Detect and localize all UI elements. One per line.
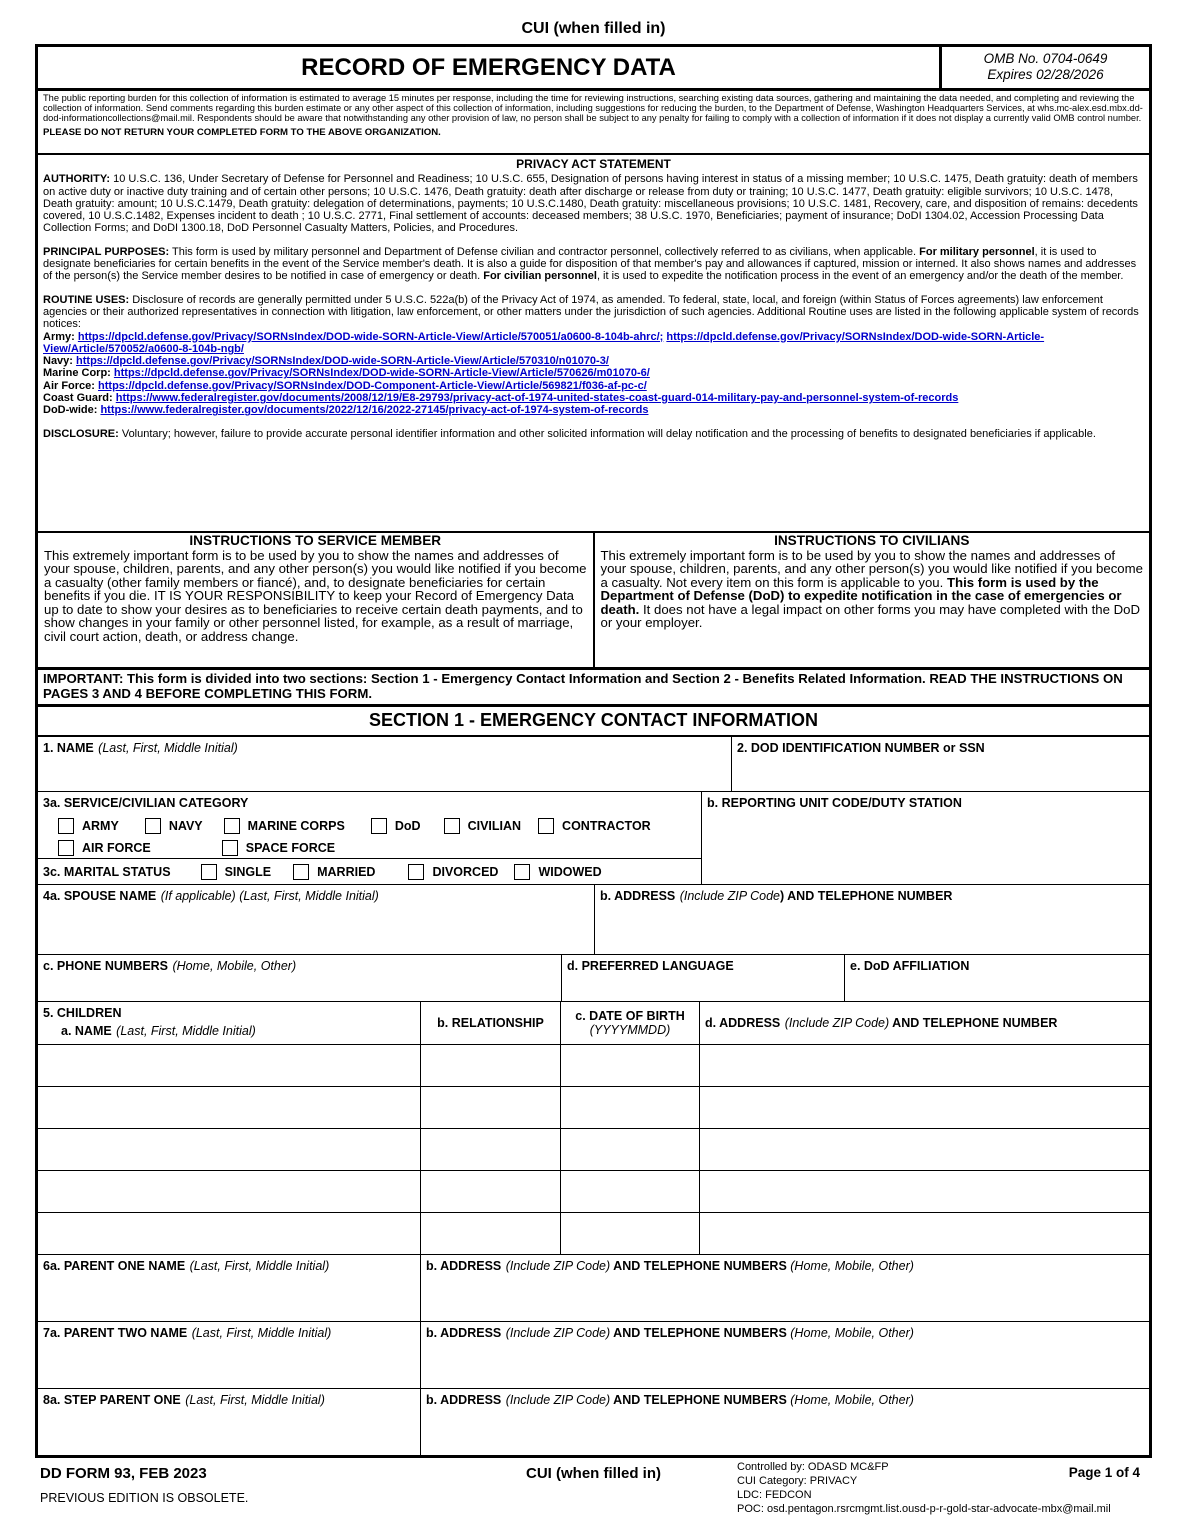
sorn-airforce-link[interactable]: https://dpcld.defense.gov/Privacy/SORNsIndex/DOD-Component-Article-View/Article/569821/f036-af-pc-c/ bbox=[98, 379, 647, 392]
child-dob-field[interactable] bbox=[560, 1213, 699, 1254]
dod-id-field[interactable] bbox=[731, 737, 1149, 791]
parent-one-address-label: b. ADDRESS bbox=[426, 1259, 502, 1274]
title-row bbox=[38, 47, 1149, 91]
disclosure-label: DISCLOSURE: bbox=[43, 427, 119, 440]
children-dob-label: c. DATE OF BIRTH bbox=[575, 1009, 685, 1024]
instructions-civilians-text: This extremely important form is to be used by you to show the names and addresses of your spouse, children, parents, and any other person(s) you would like notified if you become a casualty. Not every item on this form is applicable to you. bbox=[600, 547, 1143, 590]
page-footer bbox=[35, 1458, 1152, 1528]
step-parent-one-address-hint-2: (Home, Mobile, Other) bbox=[790, 1393, 914, 1408]
child-dob-field[interactable] bbox=[560, 1045, 699, 1086]
category-label-civilian: CIVILIAN bbox=[467, 819, 522, 834]
category-option-air-force[interactable] bbox=[58, 840, 151, 856]
category-option-marine-corps[interactable] bbox=[224, 818, 345, 834]
spouse-address-hint: (Include ZIP Code bbox=[679, 889, 780, 904]
sorn-dodwide-link[interactable]: https://www.federalregister.gov/documents/2022/12/16/2022-27145/privacy-act-of-1974-system-of-records bbox=[100, 404, 649, 417]
sorn-army-link-2[interactable]: https://dpcld.defense.gov/Privacy/SORNsIndex/DOD-wide-SORN-Article-View/Article/570052/a0600-8-104b-ngb/ bbox=[43, 330, 1045, 355]
previous-edition-note: PREVIOUS EDITION IS OBSOLETE. bbox=[40, 1491, 249, 1506]
service-category-label: 3a. SERVICE/CIVILIAN CATEGORY bbox=[43, 796, 249, 811]
sorn-marine-line bbox=[43, 367, 1144, 379]
burden-text: The public reporting burden for this collection of information is estimated to average 15 minutes per response, including the time for reviewing instructions, searching existing data sources, gathering and maintaining the data needed, and completing and reviewing the collection of information. Send comments regarding this burden estimate or any other aspect of this collection of information, including suggestions for reducing the burden, to the Department of Defense, Washington Headquarters Services, at whs.mc-alex.esd.mbx.dd-dod-informationcollections@mail.mil. Respondents should be aware that notwithstanding any other provision of law, no person shall be subject to any penalty for failing to comply with a collection of information if it does not display a currently valid OMB control number. bbox=[43, 93, 1143, 123]
spouse-name-hint: (If applicable) (Last, First, Middle Initial) bbox=[160, 889, 379, 904]
marital-label-single: SINGLE bbox=[224, 864, 272, 879]
category-row-2 bbox=[43, 840, 696, 856]
child-name-field[interactable] bbox=[38, 1171, 420, 1212]
category-option-space-force[interactable] bbox=[222, 840, 335, 856]
sorn-army-line bbox=[43, 331, 1144, 356]
checkbox-army-icon[interactable] bbox=[58, 818, 74, 834]
category-option-dod[interactable] bbox=[371, 818, 421, 834]
parent-one-address-hint: (Include ZIP Code) bbox=[505, 1259, 611, 1274]
dod-affiliation-field[interactable] bbox=[844, 955, 1149, 1001]
spouse-name-field[interactable] bbox=[38, 885, 594, 954]
sorn-dodwide-line bbox=[43, 404, 1144, 416]
children-row-1 bbox=[38, 1044, 1149, 1086]
children-name-hint: (Last, First, Middle Initial) bbox=[116, 1024, 256, 1039]
instructions-civilians-text-2: It does not have a legal impact on other forms you may have completed with the DoD or your employer. bbox=[600, 601, 1140, 630]
step-parent-one-name-label: 8a. STEP PARENT ONE bbox=[43, 1393, 181, 1408]
authority-label: AUTHORITY: bbox=[43, 173, 111, 186]
child-relationship-field[interactable] bbox=[420, 1087, 560, 1128]
privacy-act-header: PRIVACY ACT STATEMENT bbox=[516, 157, 671, 171]
spouse-address-suffix: ) AND TELEPHONE NUMBER bbox=[779, 889, 953, 904]
name-label: 1. NAME bbox=[43, 741, 94, 756]
step-parent-one-address-field[interactable] bbox=[420, 1389, 1149, 1455]
sorn-army-label: Army: bbox=[43, 330, 75, 343]
category-label-contractor: CONTRACTOR bbox=[562, 819, 651, 834]
page-number: Page 1 of 4 bbox=[1068, 1465, 1140, 1481]
spouse-address-label: b. ADDRESS bbox=[600, 889, 676, 904]
phone-numbers-label: c. PHONE NUMBERS bbox=[43, 959, 169, 974]
category-option-navy[interactable] bbox=[145, 818, 203, 834]
instructions-civilians-bold: This form is used by the Department of Defense (DoD) to expedite notification in the case of emergencies or death. bbox=[600, 574, 1122, 617]
section1-header: SECTION 1 - EMERGENCY CONTACT INFORMATION bbox=[38, 707, 1149, 737]
step-parent-one-name-field[interactable] bbox=[38, 1389, 420, 1455]
sorn-navy-line bbox=[43, 355, 1144, 367]
row-category-reporting bbox=[38, 791, 1149, 884]
checkbox-air-force-icon[interactable] bbox=[58, 840, 74, 856]
category-label-dod: DoD bbox=[394, 819, 421, 834]
important-notice: IMPORTANT: This form is divided into two sections: Section 1 - Emergency Contact Information and Section 2 - Benefits Related Information. READ THE INSTRUCTIONS ON PAGES 3 AND 4 BEFORE COMPLETING THIS FORM. bbox=[38, 670, 1149, 707]
instructions-service-member bbox=[38, 533, 593, 667]
parent-two-address-field[interactable] bbox=[420, 1322, 1149, 1388]
name-field[interactable] bbox=[38, 737, 731, 791]
dd93-form bbox=[35, 44, 1152, 1458]
parent-one-name-label: 6a. PARENT ONE NAME bbox=[43, 1259, 186, 1274]
marital-label-divorced: DIVORCED bbox=[432, 864, 499, 879]
category-label-navy: NAVY bbox=[168, 819, 203, 834]
instructions-row bbox=[38, 533, 1149, 670]
child-address-field[interactable] bbox=[699, 1213, 1149, 1254]
step-parent-one-address-label: b. ADDRESS bbox=[426, 1393, 502, 1408]
instructions-civilians-title: INSTRUCTIONS TO CIVILIANS bbox=[774, 533, 970, 548]
parent-two-address-label: b. ADDRESS bbox=[426, 1326, 502, 1341]
phone-numbers-hint: (Home, Mobile, Other) bbox=[172, 959, 297, 974]
privacy-act-statement bbox=[38, 155, 1149, 533]
parent-one-address-field[interactable] bbox=[420, 1255, 1149, 1321]
checkbox-divorced-icon[interactable] bbox=[408, 864, 424, 880]
service-category-area bbox=[38, 792, 701, 858]
sorn-army-link-1[interactable]: https://dpcld.defense.gov/Privacy/SORNsIndex/DOD-wide-SORN-Article-View/Article/570051/a0600-8-104b-ahrc/; bbox=[77, 330, 664, 343]
controlled-by: Controlled by: ODASD MC&FP bbox=[737, 1461, 889, 1474]
checkbox-civilian-icon[interactable] bbox=[444, 818, 460, 834]
parent-two-name-hint: (Last, First, Middle Initial) bbox=[191, 1326, 332, 1341]
step-parent-one-address-mid: AND TELEPHONE NUMBERS bbox=[610, 1393, 791, 1408]
children-label: 5. CHILDREN bbox=[43, 1006, 122, 1021]
marital-option-single[interactable] bbox=[201, 864, 272, 880]
sorn-airforce-line bbox=[43, 380, 1144, 392]
sorn-navy-link[interactable]: https://dpcld.defense.gov/Privacy/SORNsIndex/DOD-wide-SORN-Article-View/Article/570310/n01070-3/ bbox=[76, 355, 609, 368]
children-address-label: d. ADDRESS bbox=[705, 1016, 781, 1031]
child-name-field[interactable] bbox=[38, 1087, 420, 1128]
parent-two-address-mid: AND TELEPHONE NUMBERS bbox=[610, 1326, 791, 1341]
children-name-label: a. NAME bbox=[61, 1024, 112, 1039]
parent-two-name-field[interactable] bbox=[38, 1322, 420, 1388]
child-address-field[interactable] bbox=[699, 1087, 1149, 1128]
sorn-coastguard-line bbox=[43, 392, 1144, 404]
purposes-paragraph bbox=[43, 246, 1144, 283]
spouse-address-field[interactable] bbox=[594, 885, 1149, 954]
parent-two-address-hint: (Include ZIP Code) bbox=[505, 1326, 611, 1341]
preferred-language-field[interactable] bbox=[561, 955, 844, 1001]
cui-banner-bottom: CUI (when filled in) bbox=[526, 1465, 661, 1483]
name-hint: (Last, First, Middle Initial) bbox=[98, 741, 238, 756]
routine-uses-label: ROUTINE USES: bbox=[43, 293, 130, 306]
child-address-field[interactable] bbox=[699, 1045, 1149, 1086]
child-relationship-field[interactable] bbox=[420, 1171, 560, 1212]
dod-id-label: 2. DOD IDENTIFICATION NUMBER or SSN bbox=[737, 741, 985, 756]
checkbox-dod-icon[interactable] bbox=[371, 818, 387, 834]
routine-uses-text: Disclosure of records are generally permitted under 5 U.S.C. 522a(b) of the Privacy Act of 1974, as amended. To federal, state, local, and foreign (within Status of Forces agreements) law enforcement agencies or their authorized representatives in connection with litigation, law enforcement, or other matters under the jurisdiction of such agencies. Additional Routine uses are listed in the following applicable system of records notices: bbox=[43, 293, 1139, 331]
marital-option-divorced[interactable] bbox=[408, 864, 498, 880]
category-row-1 bbox=[43, 818, 696, 834]
checkbox-navy-icon[interactable] bbox=[145, 818, 161, 834]
sorn-marine-link[interactable]: https://dpcld.defense.gov/Privacy/SORNsIndex/DOD-wide-SORN-Article-View/Article/570626/m01070-6/ bbox=[113, 367, 650, 380]
child-relationship-field[interactable] bbox=[420, 1045, 560, 1086]
parent-one-name-field[interactable] bbox=[38, 1255, 420, 1321]
purposes-text: This form is used by military personnel and Department of Defense civilian and contractor personnel, collectively referred to as civilians, when applicable. bbox=[169, 245, 920, 258]
phone-numbers-field[interactable] bbox=[38, 955, 561, 1001]
purposes-bold-civilian: For civilian personnel bbox=[483, 270, 597, 283]
child-name-field[interactable] bbox=[38, 1129, 420, 1170]
parent-one-address-hint-2: (Home, Mobile, Other) bbox=[790, 1259, 914, 1274]
children-dob-header bbox=[560, 1002, 699, 1044]
preferred-language-label: d. PREFERRED LANGUAGE bbox=[567, 959, 734, 974]
sorn-dodwide-label: DoD-wide: bbox=[43, 404, 98, 417]
children-row-2 bbox=[38, 1086, 1149, 1128]
marital-status-label: 3c. MARITAL STATUS bbox=[43, 864, 171, 879]
checkbox-married-icon[interactable] bbox=[293, 864, 309, 880]
child-address-field[interactable] bbox=[699, 1129, 1149, 1170]
sorn-coastguard-label: Coast Guard: bbox=[43, 392, 113, 405]
form-id: DD FORM 93, FEB 2023 bbox=[40, 1465, 207, 1483]
children-relationship-label: b. RELATIONSHIP bbox=[437, 1016, 544, 1031]
row-spouse bbox=[38, 884, 1149, 954]
reporting-unit-field[interactable] bbox=[701, 792, 1149, 884]
step-parent-one-name-hint: (Last, First, Middle Initial) bbox=[185, 1393, 325, 1408]
row-parent-two bbox=[38, 1321, 1149, 1388]
checkbox-space-force-icon[interactable] bbox=[222, 840, 238, 856]
checkbox-single-icon[interactable] bbox=[201, 864, 217, 880]
disclosure-paragraph bbox=[43, 428, 1144, 440]
category-label-army: ARMY bbox=[82, 819, 119, 834]
category-option-army[interactable] bbox=[58, 818, 119, 834]
dod-affiliation-label: e. DoD AFFILIATION bbox=[850, 959, 970, 974]
category-option-contractor[interactable] bbox=[538, 818, 651, 834]
poc-email: POC: osd.pentagon.rsrcmgmt.list.ousd-p-r-gold-star-advocate-mbx@mail.mil bbox=[737, 1502, 1111, 1515]
child-address-field[interactable] bbox=[699, 1171, 1149, 1212]
sorn-coastguard-link[interactable]: https://www.federalregister.gov/documents/2008/12/19/E8-29793/privacy-act-of-1974-united-states-coast-guard-014-military-pay-and-personnel-system-of-records bbox=[115, 392, 959, 405]
category-label-air-force: AIR FORCE bbox=[82, 841, 151, 856]
checkbox-marine-corps-icon[interactable] bbox=[224, 818, 240, 834]
child-name-field[interactable] bbox=[38, 1045, 420, 1086]
parent-one-name-hint: (Last, First, Middle Initial) bbox=[189, 1259, 330, 1274]
child-dob-field[interactable] bbox=[560, 1129, 699, 1170]
omb-box bbox=[939, 47, 1149, 88]
row-phone-language-affiliation bbox=[38, 954, 1149, 1001]
instructions-service-text: This extremely important form is to be used by you to show the names and addresses of your spouse, children, parents, and any other person(s) you would like notified if you become a casualty (other family members or fiancé), and, to designate beneficiaries for certain benefits if you die. IT IS YOUR RESPONSIBILITY to keep your Record of Emergency Data up to date to show your desires as to beneficiaries to receive certain death payments, and to show changes in your family or other personnel listed, for example, as a result of marriage, civil court action, death, or address change. bbox=[44, 547, 587, 644]
form-title: RECORD OF EMERGENCY DATA bbox=[301, 54, 676, 81]
children-row-5 bbox=[38, 1212, 1149, 1254]
instructions-service-title: INSTRUCTIONS TO SERVICE MEMBER bbox=[189, 533, 442, 548]
marital-option-married[interactable] bbox=[293, 864, 375, 880]
sorn-marine-label: Marine Corp: bbox=[43, 367, 111, 380]
parent-one-address-mid: AND TELEPHONE NUMBERS bbox=[610, 1259, 791, 1274]
cui-banner-top: CUI (when filled in) bbox=[521, 20, 666, 37]
parent-two-name-label: 7a. PARENT TWO NAME bbox=[43, 1326, 188, 1341]
child-dob-field[interactable] bbox=[560, 1087, 699, 1128]
category-option-civilian[interactable] bbox=[444, 818, 521, 834]
category-label-space-force: SPACE FORCE bbox=[245, 841, 336, 856]
marital-status-row bbox=[38, 858, 701, 884]
children-header-row bbox=[38, 1001, 1149, 1044]
purposes-label: PRINCIPAL PURPOSES: bbox=[43, 245, 170, 258]
marital-label-married: MARRIED bbox=[317, 864, 376, 879]
step-parent-one-address-hint: (Include ZIP Code) bbox=[505, 1393, 611, 1408]
row-step-parent-one bbox=[38, 1388, 1149, 1455]
children-relationship-header bbox=[420, 1002, 560, 1044]
children-address-header bbox=[699, 1002, 1149, 1044]
child-dob-field[interactable] bbox=[560, 1171, 699, 1212]
child-relationship-field[interactable] bbox=[420, 1129, 560, 1170]
row-name-id bbox=[38, 737, 1149, 791]
authority-paragraph bbox=[43, 173, 1144, 234]
reporting-unit-label: b. REPORTING UNIT CODE/DUTY STATION bbox=[707, 796, 962, 811]
instructions-civilians bbox=[593, 533, 1150, 667]
checkbox-contractor-icon[interactable] bbox=[538, 818, 554, 834]
authority-text: 10 U.S.C. 136, Under Secretary of Defense for Personnel and Readiness; 10 U.S.C. 655, Designation of persons having interest in status of a missing member; 10 U.S.C. 1475, Death gratuity: death of members on active duty or inactive duty training and of certain other persons; 10 U.S.C. 1476, Death gratuity: death after discharge or release from duty or training; 10 U.S.C. 1477, Death gratuity: eligible survivors; 10 U.S.C. 1478, Death gratuity: amount; 10 U.S.C.1479, Death gratuity: delegation of determinations, payments; 10 U.S.C.1480, Death gratuity: miscellaneous provisions; 10 U.S.C. 1481, Recovery, care, and disposition of remains: decedents covered, 10 U.S.C.1482, Expenses incident to death ; 10 U.S.C. 2771, Final settlement of accounts: deceased members; 38 U.S.C. 1970, Beneficiaries; payment of insurance; DoDI 1304.02, Accession Processing Data Collection Forms; and DoDI 1300.18, DoD Personnel Casualty Matters, Policies, and Procedures. bbox=[43, 173, 1138, 235]
disclosure-text: Voluntary; however, failure to provide accurate personal identifier information and other solicited information will delay notification and the processing of benefits to designated beneficiaries if applicable. bbox=[118, 427, 1096, 440]
marital-label-widowed: WIDOWED bbox=[538, 864, 602, 879]
parent-two-address-hint-2: (Home, Mobile, Other) bbox=[790, 1326, 914, 1341]
ldc: LDC: FEDCON bbox=[737, 1488, 812, 1501]
omb-number: OMB No. 0704-0649 bbox=[983, 51, 1108, 66]
purposes-text-2: , it is used to designate beneficiaries for certain benefits in the event of the Service member's death. It is also a guide for disposition of that member's pay and allowances if captured, mission or interned. It also shows names and addresses of the person(s) the Service member desires to be notified in case of emergency or death. bbox=[43, 245, 1137, 283]
children-dob-hint: (YYYYMMDD) bbox=[589, 1023, 671, 1038]
row-parent-one bbox=[38, 1254, 1149, 1321]
burden-statement bbox=[38, 91, 1149, 155]
omb-expires: Expires 02/28/2026 bbox=[987, 67, 1104, 82]
checkbox-widowed-icon[interactable] bbox=[514, 864, 530, 880]
no-return-notice: PLEASE DO NOT RETURN YOUR COMPLETED FORM TO THE ABOVE ORGANIZATION. bbox=[43, 127, 441, 139]
category-label-marine-corps: MARINE CORPS bbox=[247, 819, 345, 834]
child-relationship-field[interactable] bbox=[420, 1213, 560, 1254]
marital-option-widowed[interactable] bbox=[514, 864, 601, 880]
sorn-navy-label: Navy: bbox=[43, 355, 73, 368]
cui-category: CUI Category: PRIVACY bbox=[737, 1474, 858, 1487]
sorn-airforce-label: Air Force: bbox=[43, 379, 95, 392]
children-name-header bbox=[38, 1002, 420, 1044]
purposes-bold-military: For military personnel bbox=[919, 245, 1035, 258]
category-block bbox=[38, 792, 701, 884]
child-name-field[interactable] bbox=[38, 1213, 420, 1254]
children-row-3 bbox=[38, 1128, 1149, 1170]
children-row-4 bbox=[38, 1170, 1149, 1212]
children-address-hint: (Include ZIP Code) bbox=[784, 1016, 890, 1031]
purposes-text-3: , it is used to expedite the notification process in the event of an emergency and/or the death of the member. bbox=[596, 270, 1124, 283]
routine-uses-paragraph bbox=[43, 294, 1144, 331]
spouse-name-label: 4a. SPOUSE NAME bbox=[43, 889, 157, 904]
children-address-suffix: AND TELEPHONE NUMBER bbox=[889, 1016, 1058, 1031]
